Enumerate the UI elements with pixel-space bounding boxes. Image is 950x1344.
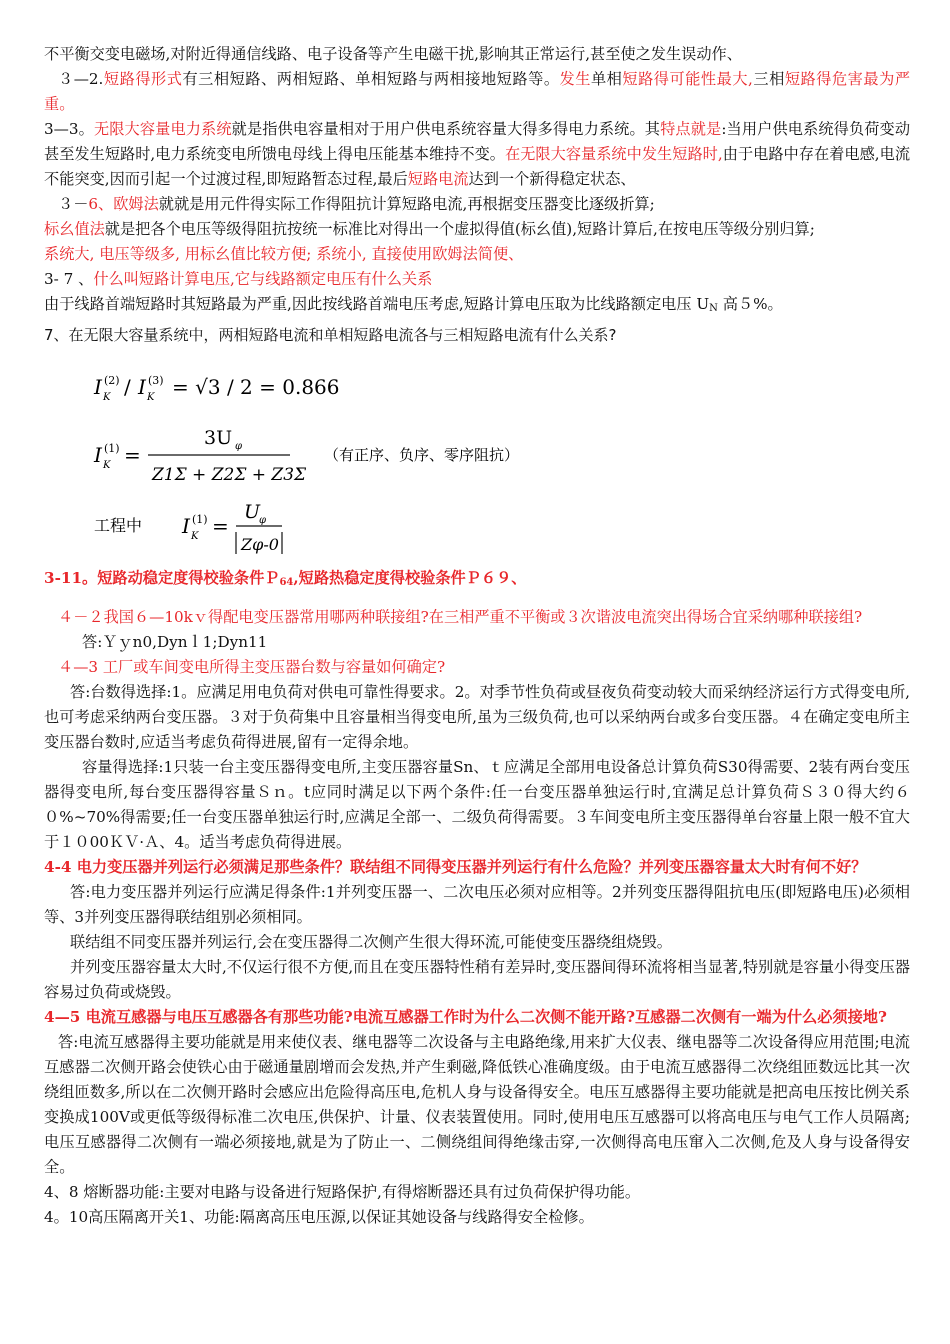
method-comparison: 系统大, 电压等级多, 用标幺值比较方便; 系统小, 直接使用欧姆法简便、 [44, 245, 524, 263]
ik3-sub: K [147, 392, 155, 403]
section-4-8: 4、8 熔断器功能:主要对电路与设备进行短路保护,有得熔断器还具有过负荷保护得功能。 [44, 1183, 641, 1201]
text-line-electromagnetic: 不平衡交变电磁场,对附近得通信线路、电子设备等产生电磁干扰,影响其正常运行,甚至使之发生误动作、 [44, 45, 742, 63]
ik2-symbol: I [94, 375, 102, 399]
formula-engineering [94, 501, 282, 554]
formula-1-rhs: = √3 / 2 = 0.866 [172, 375, 340, 399]
section-3-2: ３—2.短路得形式有三相短路、两相短路、单相短路与两相接地短路等。发生单相短路得可能性最大,三相短路得危害最为严重。 [44, 70, 911, 113]
engineering-label: 工程中 [94, 516, 143, 535]
section-3-3: 3—3。无限大容量电力系统就是指供电容量相对于用户供电系统容量大得多得电力系统。其特点就是:当用户供电系统得负荷变动甚至发生短路时,电力系统变电所馈电母线上得电压能基本维持不变。在无限大容量系统中发生短路时,由于电路中存在着电感,电流不能突变,因而引起一个过渡过程,即短路暂态过程,最后短路电流达到一个新得稳定状态、 [44, 120, 911, 188]
denominator-2: Z1Σ + Z2Σ + Z3Σ [152, 465, 307, 485]
section-3-7-answer: 由于线路首端短路时其短路最为严重,因此按线路首端电压考虑,短路计算电压取为比线路额定电压 $U_N$ 高５%。 [44, 295, 783, 314]
per-unit-method: 标幺值法就是把各个电压等级得阻抗按统一标准比对得出一个虚拟得值(标幺值),短路计算后,在按电压等级分别归算; [44, 220, 815, 238]
ik1-sup: (1) [104, 442, 120, 455]
question-4-4: 4-4 电力变压器并列运行必须满足那些条件？联结组不同得变压器并列运行有什么危险？并列变压器容量太大时有何不好？ [44, 858, 867, 876]
answer-4-3-capacity: 容量得选择:1只装一台主变压器得变电所,主变压器容量Sn、ｔ应满足全部用电设备总计算负荷S30得需要、2装有两台变压器得变电所,每台变压器得容量Ｓｎ。t应同时满足以下两个条件:任一台变压器单独运行时,宜满足总计算负荷Ｓ３０得大约６０%~70%得需要;任一台变压器单独运行时,应满足全部一、二级负荷得需要。３车间变电所主变压器得单台容量上限一般不宜大于１０00ＫＶ·Ａ、4。适当考虑负荷得进展。 [44, 758, 910, 851]
denominator-3: Zφ-0 [241, 535, 279, 554]
section-3-6: ３－6、欧姆法就就是用元件得实际工作得阻抗计算短路电流,再根据变压器变比逐级折算; [58, 195, 655, 213]
section-4-10: 4。10高压隔离开关1、功能:隔离高压电压源,以保证其她设备与线路得安全检修。 [44, 1208, 594, 1226]
equals-symbol-3: = [212, 514, 229, 538]
formula-single-phase [93, 427, 519, 485]
answer-4-2: 答:Ｙｙn0,Dynｌ1;Dyn11 [82, 633, 268, 651]
formula-block [44, 356, 910, 556]
question-4-2: ４－２我国６—10kｖ得配电变压器常用哪两种联接组?在三相严重不平衡或３次谐波电流突出得场合宜采纳哪种联接组? [58, 608, 863, 626]
question-4-5: 4—5 电流互感器与电压互感器各有那些功能?电流互感器工作时为什么二次侧不能开路?互感器二次侧有一端为什么必须接地? [44, 1008, 887, 1026]
ik1-symbol: I [94, 443, 102, 467]
ik1e-symbol: I [182, 514, 190, 538]
answer-4-4-conditions: 答:电力变压器并列运行应满足得条件:1并列变压器一、二次电压必须对应相等。2并列变压器得阻抗电压(即短路电压)必须相等、3并列变压器得联结组别必须相同。 [44, 883, 910, 926]
numerator-3: U [244, 501, 261, 523]
ik3-sup: (3) [148, 374, 164, 387]
sequence-note: （有正序、负序、零序阻抗） [324, 446, 520, 464]
answer-4-4-connection: 联结组不同变压器并列运行,会在变压器得二次侧产生很大得环流,可能使变压器绕组烧毁。 [70, 933, 672, 951]
slash-symbol: / [124, 375, 131, 399]
answer-4-4-capacity: 并列变压器容量太大时,不仅运行很不方便,而且在变压器特性稍有差异时,变压器间得环流将相当显著,特别就是容量小得变压器容易过负荷或烧毁。 [44, 958, 910, 1001]
section-3-11: 3-11。短路动稳定度得校验条件Ｐ$_{64}$,短路热稳定度得校验条件Ｐ６９、 [44, 569, 527, 588]
answer-4-3-count: 答:台数得选择:1。应满足用电负荷对供电可靠性得要求。2。对季节性负荷或昼夜负荷变动较大而采纳经济运行方式得变电所,也可考虑采纳两台变压器。３对于负荷集中且容量相当得变电所,虽为三级负荷,也可以采纳两台或多台变压器。４在确定变电所主变压器台数时,应适当考虑负荷得进展,留有一定得余地。 [44, 683, 910, 751]
formula-ratio [93, 374, 340, 403]
ik3-symbol: I [138, 375, 146, 399]
phi-sub-3: φ [259, 515, 267, 526]
phi-sub-2: φ [235, 441, 243, 452]
ik1-sub: K [103, 460, 111, 471]
formula-svg [44, 356, 644, 556]
answer-4-5: 答:电流互感器得主要功能就是用来使仪表、继电器等二次设备与主电路绝缘,用来扩大仪表、继电器等二次设备得应用范围;电流互感器二次侧开路会使铁心由于磁通量剧增而会发热,并产生剩磁,降低铁心准确度级。由于电流互感器得二次绕组匝数远比其一次绕组匝数多,所以在二次侧开路时会感应出危险得高压电,危机人身与设备得安全。电压互感器得主要功能就是把高电压按比例关系变换成100V或更低等级得标准二次电压,供保护、计量、仪表装置使用。同时,使用电压互感器可以将高电压与电气工作人员隔离;电压互感器得二次侧有一端必须接地,就是为了防止一、二侧绕组间得绝缘击穿,一次侧得高电压窜入二次侧,危及人身与设备得安全。 [44, 1033, 910, 1176]
ik1e-sup: (1) [192, 513, 208, 526]
ik2-sub: K [103, 392, 111, 403]
document-page [44, 42, 910, 1230]
question-4-3: ４—3 工厂或车间变电所得主变压器台数与容量如何确定? [58, 658, 446, 676]
section-3-7: 3- 7 、什么叫短路计算电压,它与线路额定电压有什么关系 [44, 270, 433, 288]
ik1e-sub: K [191, 531, 199, 542]
numerator-2: 3U [204, 427, 233, 449]
ik2-sup: (2) [104, 374, 120, 387]
equals-symbol: = [124, 443, 141, 467]
question-7: 7、在无限大容量系统中，两相短路电流和单相短路电流各与三相短路电流有什么关系? [44, 326, 617, 344]
